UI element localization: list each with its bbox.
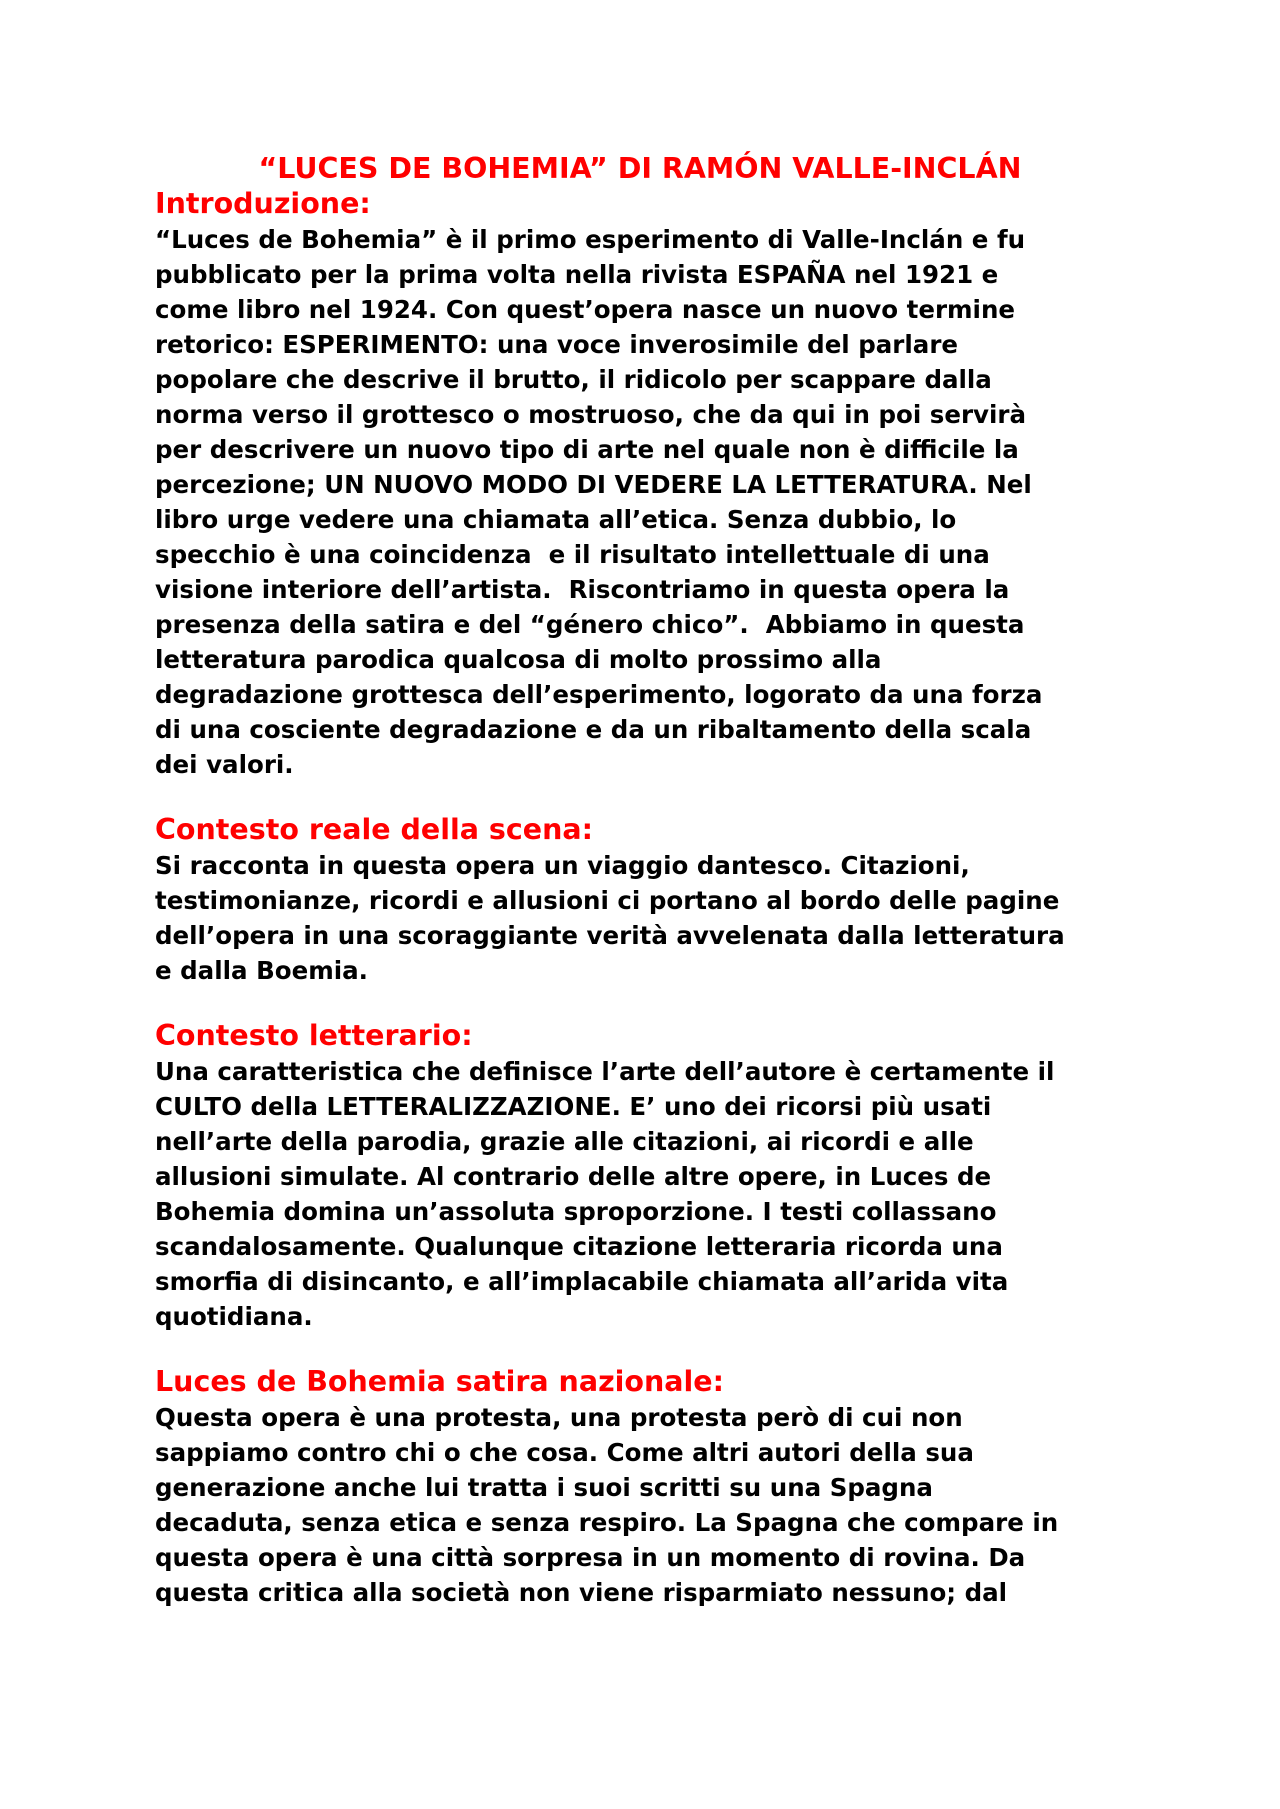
section-heading-introduzione: Introduzione: [155, 187, 371, 220]
section-contesto-letterario [155, 1018, 1125, 1334]
section-body-contesto-letterario: Una caratteristica che definisce l’arte dell’autore è certamente il CULTO della LETTERALIZZAZIONE. E’ uno dei ricorsi più usati nell’arte della parodia, grazie alle citazioni, ai ricordi e alle allusioni simulate. Al contrario delle altre opere, in Luces de Bohemia domina un’assoluta sproporzione. I testi collassano scandalosamente. Qualunque citazione letteraria ricorda una smorfia di disincanto, e all’implacabile chiamata all’arida vita quotidiana. [155, 1057, 1055, 1331]
section-satira-nazionale [155, 1364, 1125, 1610]
section-heading-contesto-reale: Contesto reale della scena: [155, 813, 593, 846]
document-page [155, 152, 1125, 1610]
section-heading-contesto-letterario: Contesto letterario: [155, 1019, 473, 1052]
section-contesto-reale [155, 812, 1125, 988]
section-body-introduzione: “Luces de Bohemia” è il primo esperimento di Valle-Inclán e fu pubblicato per la prima volta nella rivista ESPAÑA nel 1921 e come libro nel 1924. Con quest’opera nasce un nuovo termine retorico: ESPERIMENTO: una voce inverosimile del parlare popolare che descrive il brutto, il ridicolo per scappare dalla norma verso il grottesco o mostruoso, che da qui in poi servirà per descrivere un nuovo tipo di arte nel quale non è difficile la percezione; UN NUOVO MODO DI VEDERE LA LETTERATURA. Nel libro urge vedere una chiamata all’etica. Senza dubbio, lo specchio è una coincidenza e il risultato intellettuale di una visione interiore dell’artista. Riscontriamo in questa opera la presenza della satira e del “género chico”. Abbiamo in questa letteratura parodica qualcosa di molto prossimo alla degradazione grottesca dell’esperimento, logorato da una forza di una cosciente degradazione e da un ribaltamento della scala dei valori. [155, 225, 1043, 779]
document-title: “LUCES DE BOHEMIA” DI RAMÓN VALLE-INCLÁN [258, 152, 1022, 185]
section-introduzione [155, 186, 1125, 782]
section-body-contesto-reale: Si racconta in questa opera un viaggio dantesco. Citazioni, testimonianze, ricordi e allusioni ci portano al bordo delle pagine dell’opera in una scoraggiante verità avvelenata dalla letteratura e dalla Boemia. [155, 851, 1065, 985]
section-heading-satira-nazionale: Luces de Bohemia satira nazionale: [155, 1365, 725, 1398]
section-body-satira-nazionale: Questa opera è una protesta, una protesta però di cui non sappiamo contro chi o che cosa. Come altri autori della sua generazione anche lui tratta i suoi scritti su una Spagna decaduta, senza etica e senza respiro. La Spagna che compare in questa opera è una città sorpresa in un momento di rovina. Da questa critica alla società non viene risparmiato nessuno; dal [155, 1403, 1059, 1607]
